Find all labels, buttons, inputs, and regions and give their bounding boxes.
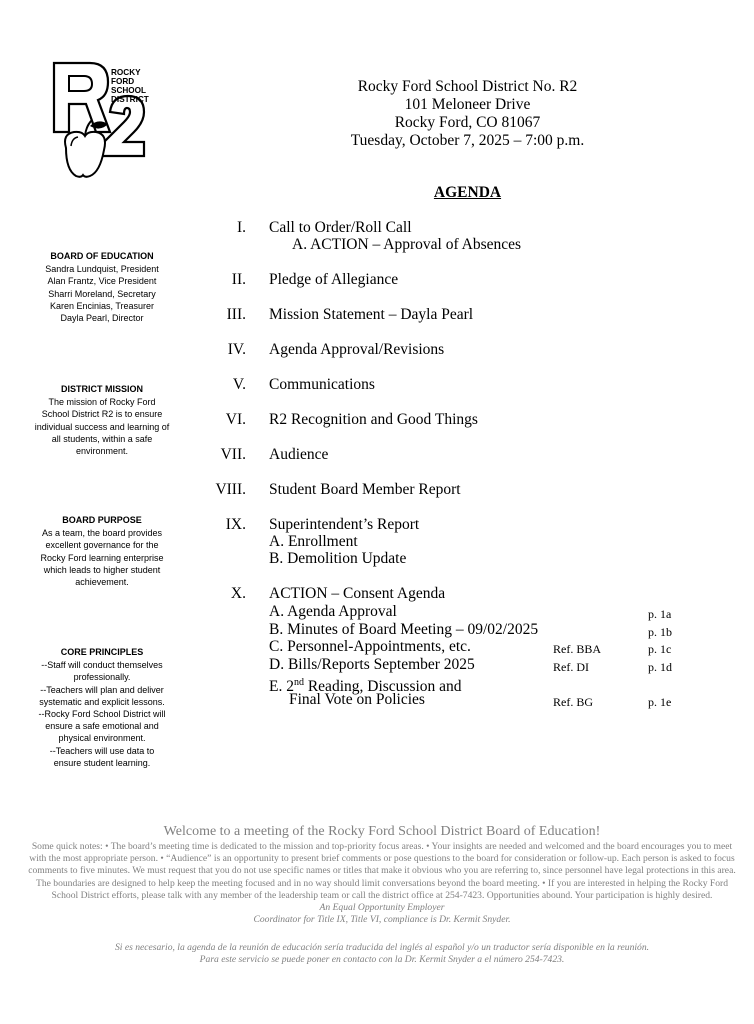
section-line: environment. <box>75 446 129 457</box>
section-line: As a team, the board provides <box>41 528 163 539</box>
district-header <box>300 78 635 150</box>
item-number: VIII. <box>215 481 246 498</box>
board-member: Sharri Moreland, Secretary <box>48 288 156 299</box>
board-member: Karen Encinias, Treasurer <box>49 300 155 311</box>
board-purpose-section <box>22 514 182 588</box>
item-number: VII. <box>220 446 246 463</box>
sub-item: A. Enrollment <box>269 533 358 550</box>
item-number: III. <box>226 306 246 323</box>
section-line: The mission of Rocky Ford <box>48 397 156 408</box>
sub-item-text: E. 2 <box>269 678 294 696</box>
section-line: physical environment. <box>58 733 146 744</box>
sub-item-continued: Final Vote on Policies <box>289 691 425 708</box>
quick-notes: Some quick notes: • The board’s meeting time is dedicated to the mission and top-priority focus areas. • Your insights are needed and welcomed and the board encourages you to meet with the most appropriate person. • “Audience” is an opportunity to present brief comments or pose questions to the board for consideration or follow-up. Each person is asked to focus comments to five minutes. We must request that you do not use specific names or titles that make it obvious who you are referring to, since personnel have legal protections in this area. The boundaries are designed to help keep the meeting focused and in no way should limit conversations beyond the board meeting. • If you are interested in helping the Rocky Ford School District efforts, please talk with any member of the leadership team or call the district office at 254-7423. Opportunities abound. Your participation is highly desired. <box>28 841 736 901</box>
policy-ref: Ref. BBA <box>553 642 601 656</box>
logo-text-line: SCHOOL <box>111 86 147 95</box>
policy-ref: Ref. DI <box>553 660 589 674</box>
item-title: R2 Recognition and Good Things <box>269 411 478 428</box>
item-number: X. <box>230 585 246 602</box>
spanish-contact: Para este servicio se puede poner en contacto con la Dr. Kermit Snyder a el número 254-7423. <box>199 954 565 966</box>
superscript: nd <box>293 677 304 688</box>
policy-ref: Ref. BG <box>553 695 593 709</box>
page-ref: p. 1b <box>648 625 672 639</box>
board-member: Sandra Lundquist, President <box>45 264 159 275</box>
item-title: Audience <box>269 446 329 463</box>
section-line: ensure a safe emotional and <box>45 721 159 732</box>
page-ref: p. 1e <box>648 695 672 709</box>
sub-item: B. Minutes of Board Meeting – 09/02/2025 <box>269 621 539 638</box>
item-title: Superintendent’s Report <box>269 516 420 533</box>
item-title: Communications <box>269 376 375 393</box>
title-coordinator: Coordinator for Title IX, Title VI, compliance is Dr. Kermit Snyder. <box>253 914 511 926</box>
section-line: ensure student learning. <box>53 757 151 768</box>
item-title: Mission Statement – Dayla Pearl <box>269 306 474 323</box>
page-ref: p. 1c <box>648 642 672 656</box>
section-line: which leads to higher student <box>43 564 161 575</box>
section-line: achievement. <box>75 577 129 588</box>
item-title: Agenda Approval/Revisions <box>269 341 445 358</box>
section-heading: DISTRICT MISSION <box>60 384 143 394</box>
item-number: I. <box>236 219 246 236</box>
section-line: excellent governance for the <box>45 540 159 551</box>
board-member: Alan Frantz, Vice President <box>47 276 157 287</box>
section-line: --Rocky Ford School District will <box>38 709 166 720</box>
section-line: School District R2 is to ensure <box>41 409 163 420</box>
section-heading: BOARD PURPOSE <box>62 515 142 525</box>
sub-item: B. Demolition Update <box>269 550 407 567</box>
section-heading: CORE PRINCIPLES <box>60 647 144 657</box>
sub-item: C. Personnel-Appointments, etc. <box>269 638 471 655</box>
item-number: II. <box>231 271 246 288</box>
district-name: Rocky Ford School District No. R2 <box>357 78 578 95</box>
section-line: Rocky Ford learning enterprise <box>40 552 164 563</box>
section-line: --Staff will conduct themselves <box>41 660 163 671</box>
board-of-education-section <box>22 250 182 324</box>
core-principles-section <box>22 646 182 769</box>
logo-text-line: DISTRICT <box>111 95 149 104</box>
item-number: IV. <box>227 341 246 358</box>
item-title: Call to Order/Roll Call <box>269 219 412 236</box>
sub-item: D. Bills/Reports September 2025 <box>269 656 475 673</box>
district-street: 101 Meloneer Drive <box>404 96 531 113</box>
district-mission-section <box>22 383 182 457</box>
meeting-datetime: Tuesday, October 7, 2025 – 7:00 p.m. <box>350 132 585 149</box>
logo-text-line: ROCKY <box>111 68 141 77</box>
welcome-line: Welcome to a meeting of the Rocky Ford School District Board of Education! <box>163 824 601 839</box>
sub-item: A. Agenda Approval <box>269 603 397 620</box>
sub-item-text: Reading, Discussion and <box>303 678 462 696</box>
section-line: --Teachers will plan and deliver <box>40 684 164 695</box>
district-city: Rocky Ford, CO 81067 <box>394 114 541 131</box>
item-number: V. <box>232 376 246 393</box>
sub-item: A. ACTION – Approval of Absences <box>292 236 522 253</box>
footer <box>24 823 740 966</box>
item-number: VI. <box>225 411 246 428</box>
district-logo <box>52 60 152 190</box>
board-member: Dayla Pearl, Director <box>60 313 144 324</box>
page-ref: p. 1d <box>648 660 672 674</box>
section-line: --Teachers will use data to <box>49 745 155 756</box>
section-line: professionally. <box>73 672 131 683</box>
agenda-title: AGENDA <box>433 184 502 201</box>
item-title: ACTION – Consent Agenda <box>269 585 446 602</box>
section-line: all students, within a safe <box>51 433 153 444</box>
section-line: individual success and learning of <box>34 421 170 432</box>
equal-opportunity: An Equal Opportunity Employer <box>319 902 445 914</box>
section-line: systematic and explicit lessons. <box>39 696 165 707</box>
item-title: Student Board Member Report <box>269 481 461 498</box>
logo-text-line: FORD <box>111 77 135 86</box>
item-number: IX. <box>225 516 246 533</box>
page-ref: p. 1a <box>648 607 672 621</box>
item-title: Pledge of Allegiance <box>269 271 399 288</box>
spanish-note: Si es necesario, la agenda de la reunión de educación sería traducida del inglés al español y/o un traductor sería disponible en la reunión. <box>114 942 650 954</box>
section-heading: BOARD OF EDUCATION <box>50 251 154 261</box>
